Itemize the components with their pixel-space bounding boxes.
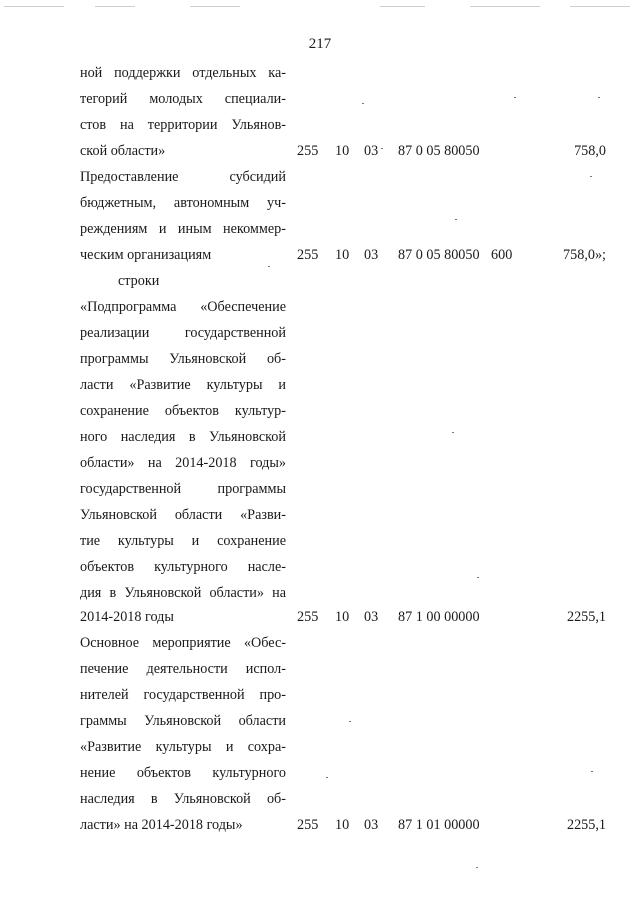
expense-type-code: 600	[491, 247, 513, 263]
target-item-code: 87 1 00 00000	[398, 609, 480, 625]
scan-speck	[362, 103, 364, 104]
target-item-code: 87 0 05 80050	[398, 247, 480, 263]
row-description-line: тие культуры и сохранение	[80, 533, 286, 549]
row-description-line: государственной программы	[80, 481, 286, 497]
subsection-code: 03	[364, 609, 379, 625]
row-description-line: ного наследия в Ульяновской	[80, 429, 286, 445]
row-description-line: ческим организациям	[80, 247, 212, 263]
row-description-line: реждениям и иным некоммер-	[80, 221, 286, 237]
row-description-line: дия в Ульяновской области» на	[80, 585, 286, 601]
row-description-line: области» на 2014-2018 годы»	[80, 455, 286, 471]
scan-speck	[598, 97, 600, 98]
target-item-code: 87 1 01 00000	[398, 817, 480, 833]
row-description-line: «Развитие культуры и сохра-	[80, 739, 286, 755]
scan-speck	[591, 771, 593, 772]
row-description-line: ской области»	[80, 143, 166, 159]
section-code: 10	[335, 247, 350, 263]
ministry-code: 255	[297, 143, 319, 159]
section-code: 10	[335, 817, 350, 833]
scan-speck	[268, 266, 270, 267]
scan-speck	[590, 176, 592, 177]
row-description-line: стов на территории Ульянов-	[80, 117, 286, 133]
scan-noise	[4, 6, 64, 7]
amount: 2255,1	[566, 817, 606, 833]
row-description-line: Основное мероприятие «Обес-	[80, 635, 286, 651]
scan-noise	[95, 6, 135, 7]
row-description-line: Предоставление субсидий	[80, 169, 286, 185]
row-description-line: 2014-2018 годы	[80, 609, 174, 625]
scan-noise	[470, 6, 540, 7]
scan-speck	[452, 432, 454, 433]
amount: 758,0	[574, 143, 606, 159]
ministry-code: 255	[297, 247, 319, 263]
page-number: 217	[308, 36, 332, 52]
subsection-code: 03	[364, 143, 379, 159]
ministry-code: 255	[297, 609, 319, 625]
scan-speck	[349, 721, 351, 722]
row-description-line: Ульяновской области «Разви-	[80, 507, 286, 523]
scan-speck	[476, 867, 478, 868]
row-description-line: ласти» на 2014-2018 годы»	[80, 817, 243, 833]
row-description-line: ласти «Развитие культуры и	[80, 377, 286, 393]
amount: 758,0»;	[563, 247, 606, 263]
scan-speck	[326, 777, 328, 778]
section-word: строки	[118, 273, 160, 289]
row-description-line: наследия в Ульяновской об-	[80, 791, 286, 807]
row-description-line: нителей государственной про-	[80, 687, 286, 703]
scan-noise	[190, 6, 240, 7]
row-description-line: тегорий молодых специали-	[80, 91, 286, 107]
amount: 2255,1	[566, 609, 606, 625]
section-code: 10	[335, 143, 350, 159]
target-item-code: 87 0 05 80050	[398, 143, 480, 159]
row-description-line: «Подпрограмма «Обеспечение	[80, 299, 286, 315]
row-description-line: нение объектов культурного	[80, 765, 286, 781]
row-description-line: сохранение объектов культур-	[80, 403, 286, 419]
section-code: 10	[335, 609, 350, 625]
row-description-line: объектов культурного насле-	[80, 559, 286, 575]
subsection-code: 03	[364, 817, 379, 833]
row-description-line: реализации государственной	[80, 325, 286, 341]
row-description-line: граммы Ульяновской области	[80, 713, 286, 729]
ministry-code: 255	[297, 817, 319, 833]
row-description-line: бюджетным, автономным уч-	[80, 195, 286, 211]
subsection-code: 03	[364, 247, 379, 263]
scan-speck	[381, 148, 383, 149]
scan-speck	[514, 97, 516, 98]
scan-noise	[570, 6, 630, 7]
row-description-line: ной поддержки отдельных ка-	[80, 65, 286, 81]
scan-speck	[477, 577, 479, 578]
row-description-line: программы Ульяновской об-	[80, 351, 286, 367]
row-description-line: печение деятельности испол-	[80, 661, 286, 677]
scan-noise	[380, 6, 425, 7]
scan-speck	[455, 219, 457, 220]
